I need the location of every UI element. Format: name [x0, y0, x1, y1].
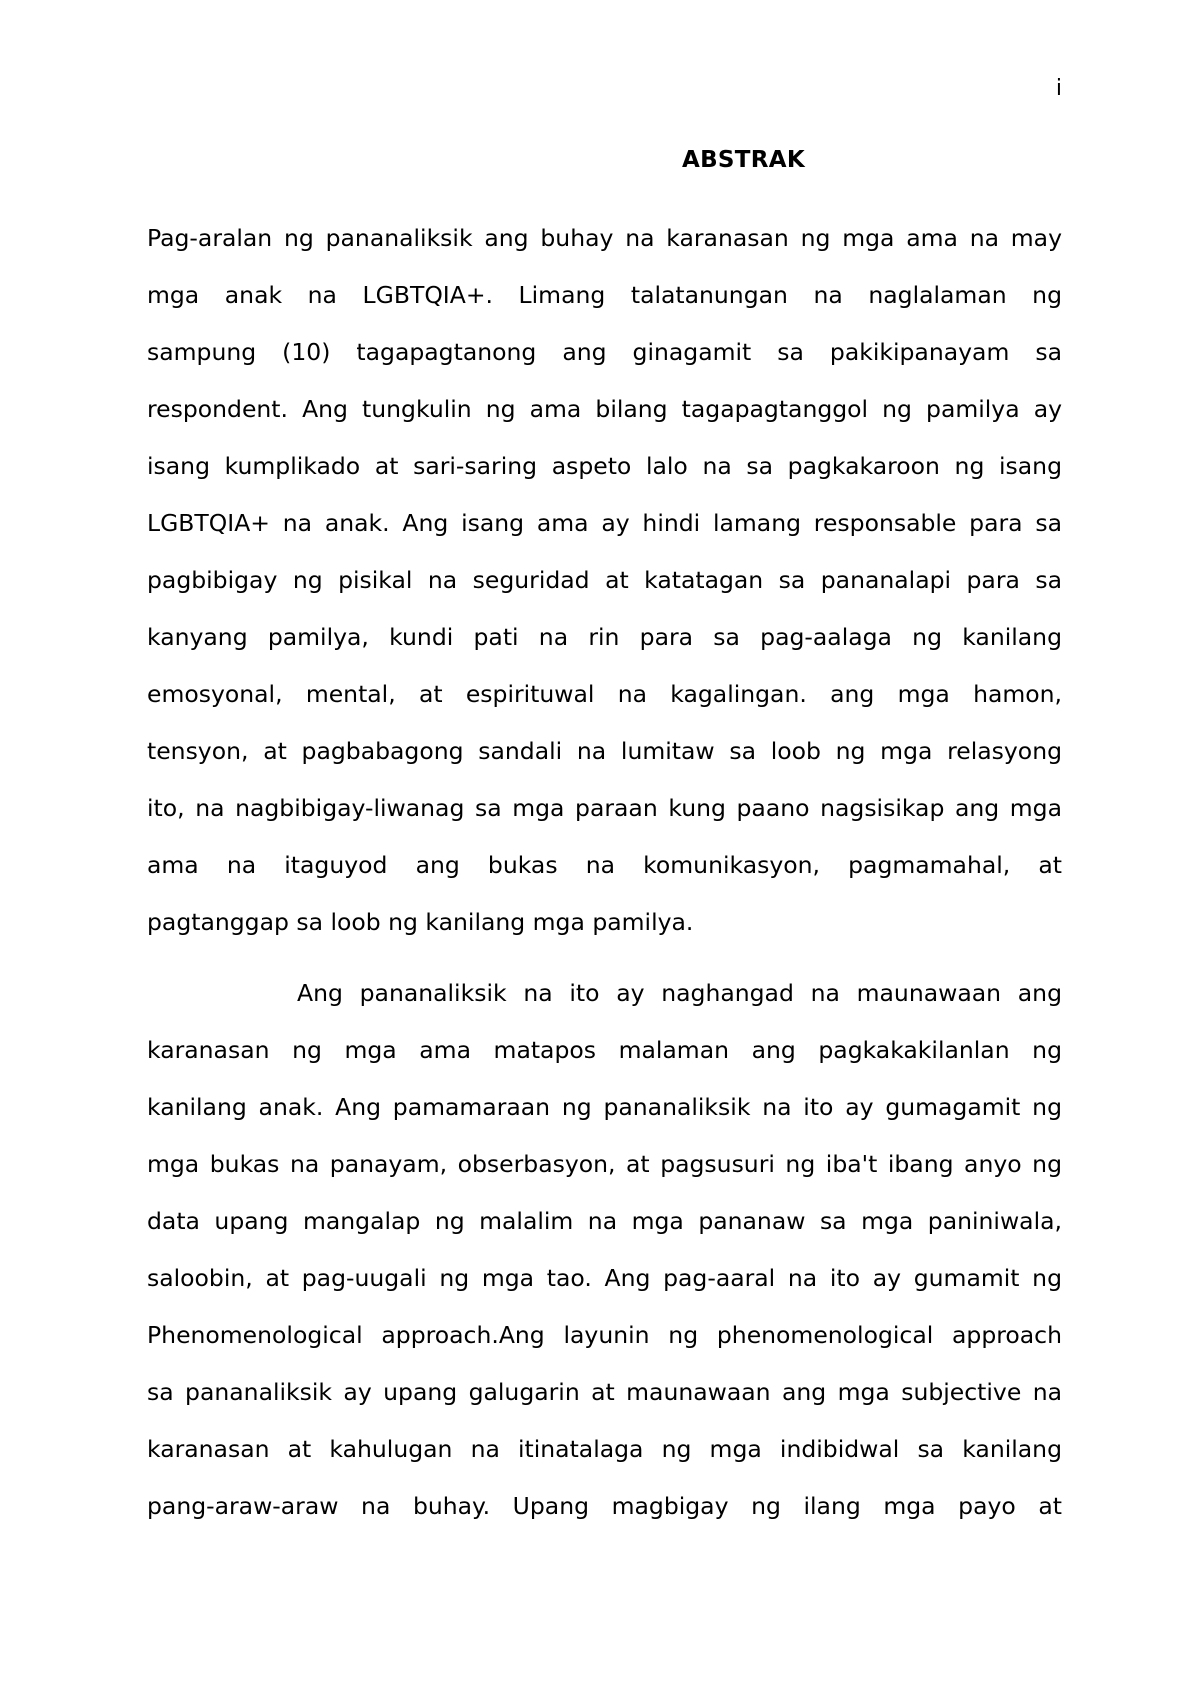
- text-line: mga bukas na panayam, obserbasyon, at pagsusuri ng iba't ibang anyo ng: [147, 1150, 1062, 1178]
- abstract-body: [147, 223, 1062, 1548]
- text-line: karanasan at kahulugan na itinatalaga ng mga indibidwal sa kanilang: [147, 1435, 1062, 1463]
- text-line: ama na itaguyod ang bukas na komunikasyon, pagmamahal, at: [147, 851, 1062, 879]
- text-line: emosyonal, mental, at espirituwal na kagalingan. ang mga hamon,: [147, 680, 1062, 708]
- paragraph-1: [147, 223, 1062, 964]
- page-title: ABSTRAK: [681, 147, 806, 173]
- text-line: pagbibigay ng pisikal na seguridad at katatagan sa pananalapi para sa: [147, 566, 1062, 594]
- text-line: saloobin, at pag-uugali ng mga tao. Ang pag-aaral na ito ay gumamit ng: [147, 1264, 1062, 1292]
- text-line: data upang mangalap ng malalim na mga pananaw sa mga paniniwala,: [147, 1207, 1062, 1235]
- text-line: kanyang pamilya, kundi pati na rin para sa pag-aalaga ng kanilang: [147, 623, 1062, 651]
- text-line: pagtanggap sa loob ng kanilang mga pamilya.: [147, 908, 694, 936]
- text-line: sa pananaliksik ay upang galugarin at maunawaan ang mga subjective na: [147, 1378, 1062, 1406]
- text-line: Pag-aralan ng pananaliksik ang buhay na karanasan ng mga ama na may: [147, 224, 1062, 252]
- text-line: kanilang anak. Ang pamamaraan ng pananaliksik na ito ay gumagamit ng: [147, 1093, 1062, 1121]
- text-line: Phenomenological approach.Ang layunin ng phenomenological approach: [147, 1321, 1062, 1349]
- text-line: ito, na nagbibigay-liwanag sa mga paraan kung paano nagsisikap ang mga: [147, 794, 1062, 822]
- text-line: karanasan ng mga ama matapos malaman ang pagkakakilanlan ng: [147, 1036, 1062, 1064]
- text-line: LGBTQIA+ na anak. Ang isang ama ay hindi lamang responsable para sa: [147, 509, 1062, 537]
- text-line: sampung (10) tagapagtanong ang ginagamit sa pakikipanayam sa: [147, 338, 1062, 366]
- text-line: mga anak na LGBTQIA+. Limang talatanungan na naglalaman ng: [147, 281, 1062, 309]
- paragraph-spacer: [147, 964, 1062, 978]
- text-line: Ang pananaliksik na ito ay naghangad na maunawaan ang: [297, 979, 1062, 1007]
- text-line: respondent. Ang tungkulin ng ama bilang tagapagtanggol ng pamilya ay: [147, 395, 1062, 423]
- page-number: i: [1055, 76, 1062, 101]
- paragraph-2: [147, 978, 1062, 1548]
- text-line: isang kumplikado at sari-saring aspeto lalo na sa pagkakaroon ng isang: [147, 452, 1062, 480]
- text-line: pang-araw-araw na buhay. Upang magbigay ng ilang mga payo at: [147, 1492, 1062, 1520]
- text-line: tensyon, at pagbabagong sandali na lumitaw sa loob ng mga relasyong: [147, 737, 1062, 765]
